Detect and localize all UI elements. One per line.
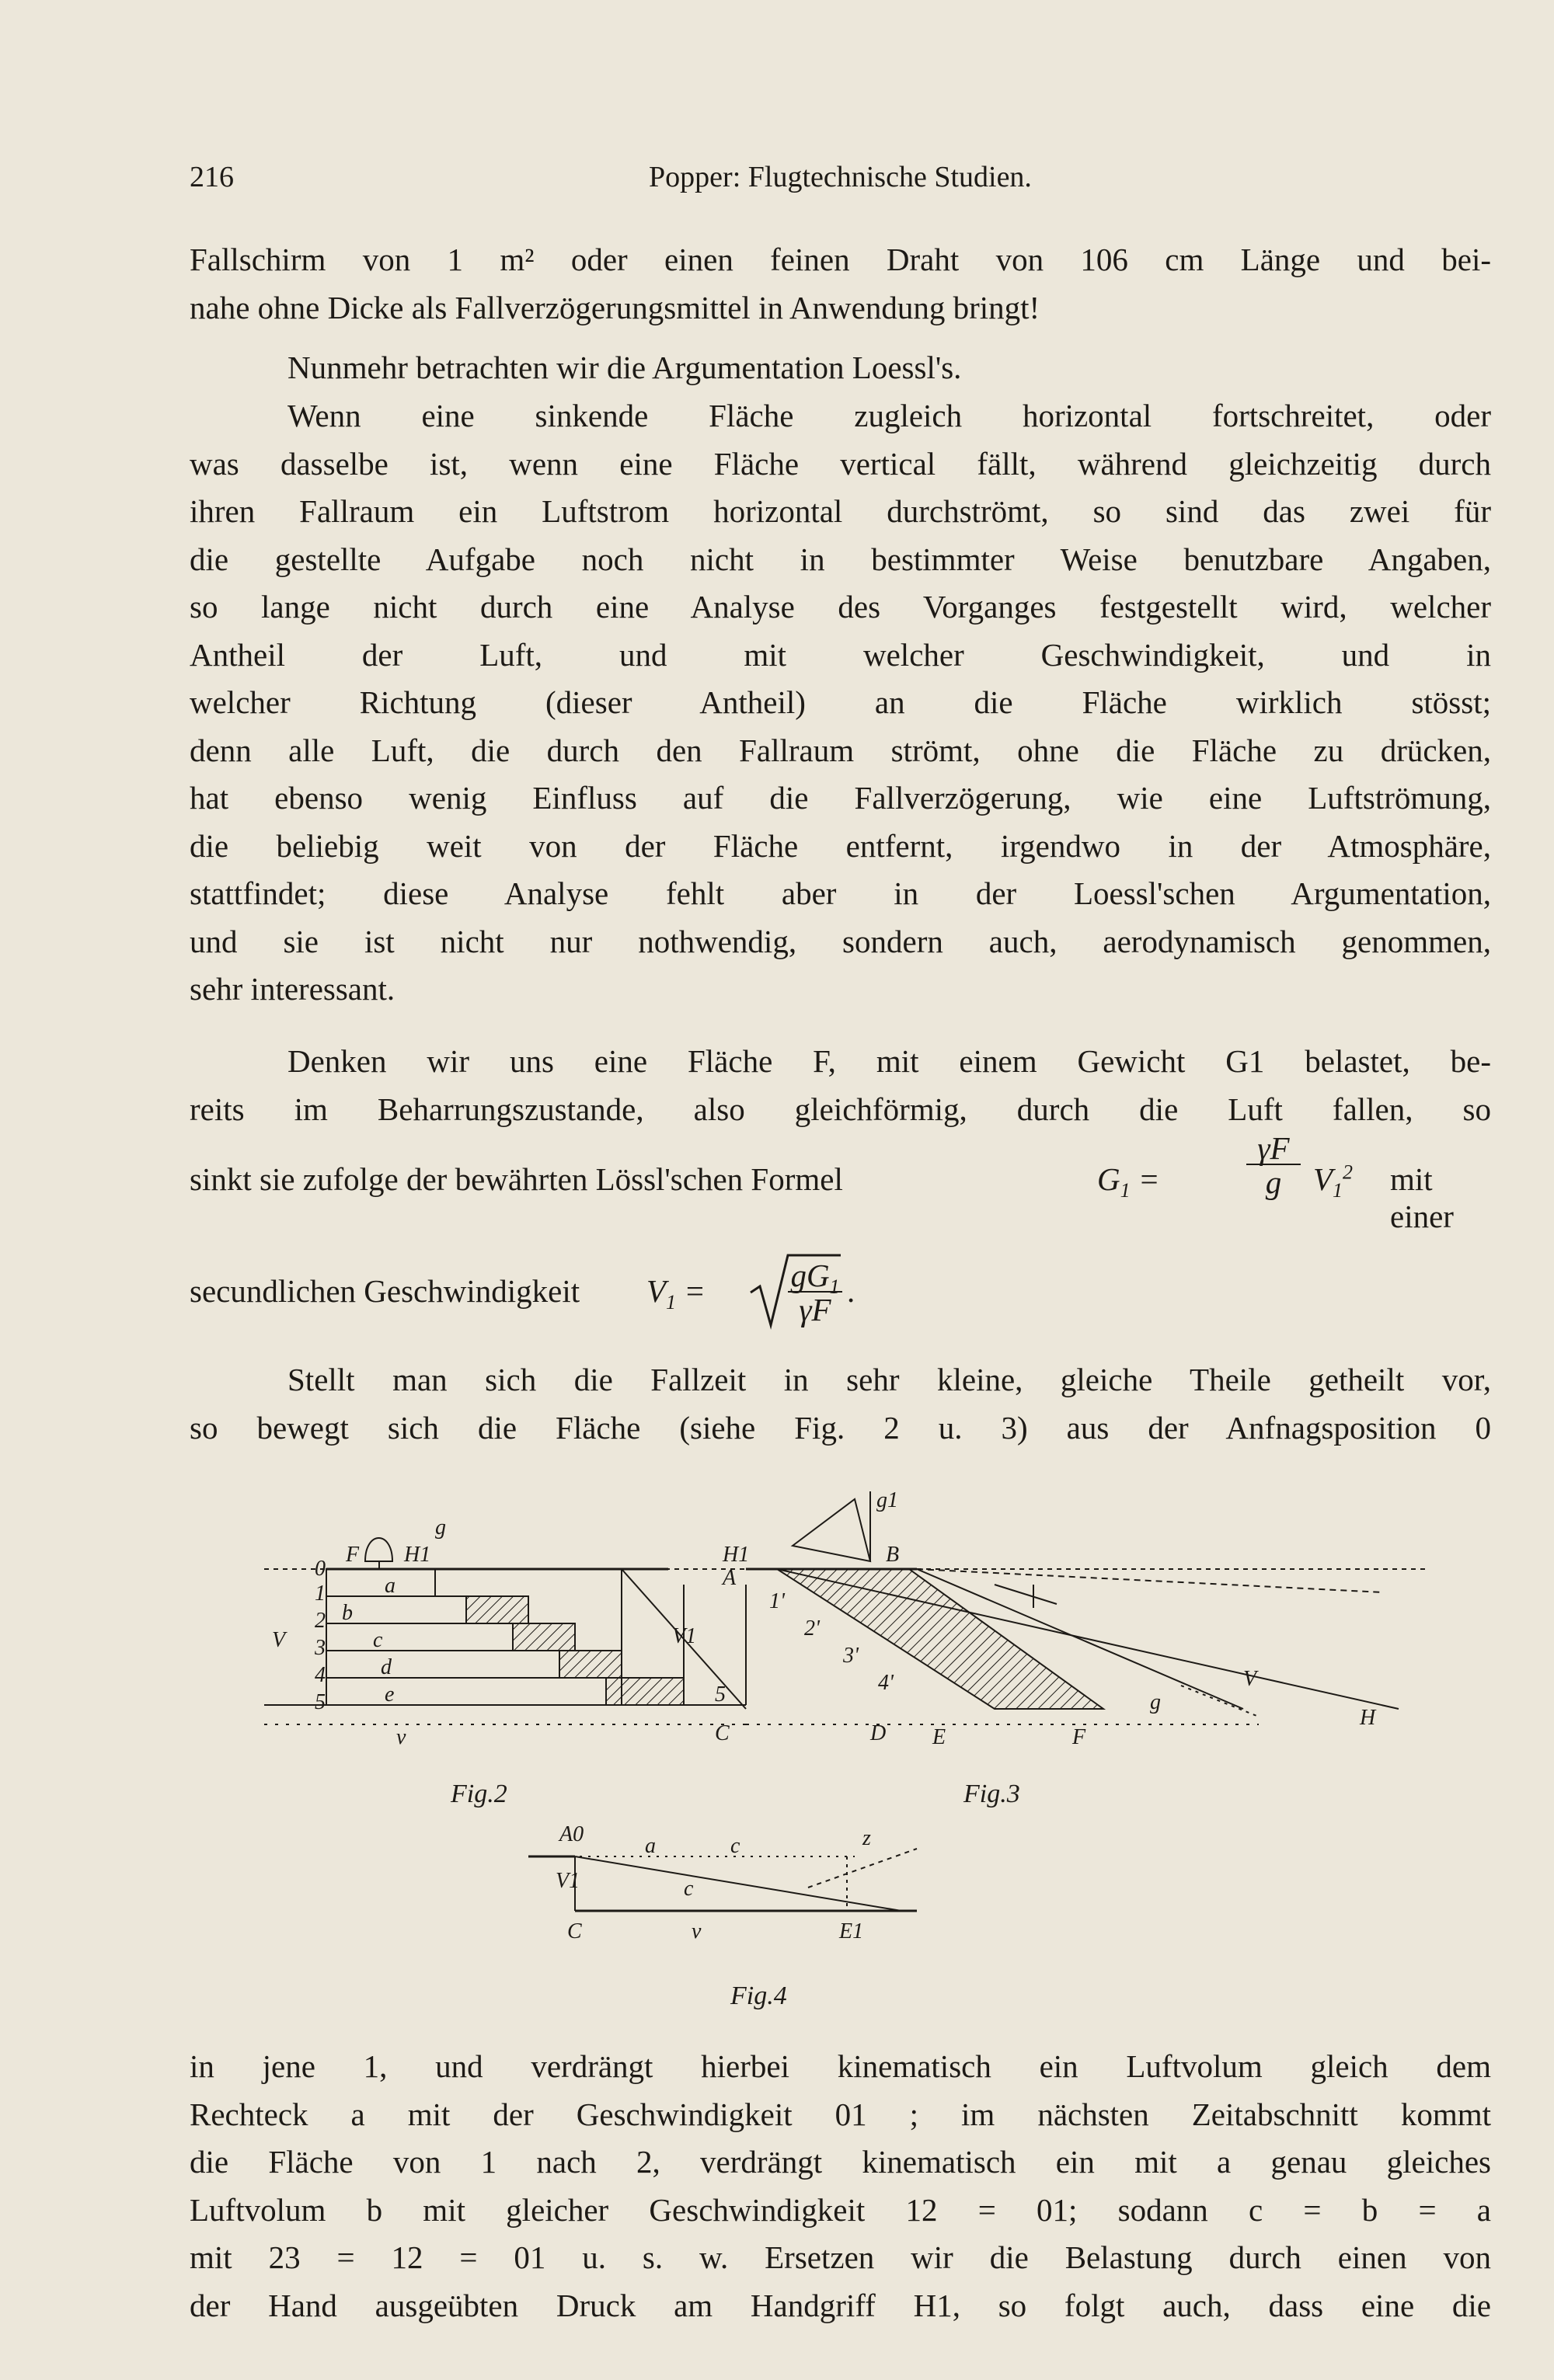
fig4-label: E1 <box>839 1919 864 1943</box>
fig3-label: H <box>1360 1706 1376 1730</box>
fig3-label: E <box>932 1725 946 1749</box>
running-title: Popper: Flugtechnische Studien. <box>649 161 1032 193</box>
formula-fraction: $\frac{gG_1}{\gamma F}$ <box>788 1260 842 1327</box>
text-line: die gestellte Aufgabe noch nicht in bestimmter Weise benutzbare Angaben, <box>190 541 1491 577</box>
text-line: welcher Richtung (dieser Antheil) an die Fläche wirklich stösst; <box>190 684 1491 720</box>
text-line: Antheil der Luft, und mit welcher Geschwindigkeit, und in <box>190 636 1491 673</box>
fig3-label: C <box>715 1721 730 1745</box>
fig4-label: c <box>730 1834 740 1858</box>
fig2-label: a <box>385 1574 395 1598</box>
fig3-caption: Fig.3 <box>963 1780 1020 1808</box>
fig4-label: v <box>692 1919 702 1943</box>
formula-rhs: $V_1^2$ <box>1313 1160 1354 1202</box>
fig2-caption: Fig.2 <box>451 1780 507 1808</box>
text-line: nahe ohne Dicke als Fallverzögerungsmittel in Anwendung bringt! <box>190 289 1040 325</box>
figure-2-3-4 <box>249 1476 1430 2020</box>
formula-lhs: $V_1$ = <box>646 1273 706 1314</box>
paragraph-2 <box>190 344 1491 392</box>
fig2-label: v <box>396 1725 406 1749</box>
fig3-label: D <box>870 1721 887 1745</box>
text-line: reits im Beharrungszustande, also gleichförmig, durch die Luft fallen, so <box>190 1091 1491 1127</box>
paragraph-6 <box>190 2043 1491 2330</box>
fig3-label: g <box>1150 1690 1161 1714</box>
fig2-label: H1 <box>404 1543 431 1567</box>
fig3-label: V1 <box>672 1624 697 1648</box>
fig3-label: 2' <box>804 1616 820 1641</box>
fig2-label: g <box>435 1515 446 1540</box>
formula-period: . <box>847 1273 855 1309</box>
text-line: Luftvolum b mit gleicher Geschwindigkeit 12 = 01; sodann c = b = a <box>190 2191 1491 2228</box>
text-line: Nunmehr betrachten wir die Argumentation Loessl's. <box>287 350 962 385</box>
fig3-label: A <box>723 1566 737 1590</box>
fig3-label: B <box>886 1543 900 1567</box>
text-line: Stellt man sich die Fallzeit in sehr kleine, gleiche Theile getheilt vor, <box>287 1362 1491 1397</box>
fig4-label: V1 <box>556 1869 580 1893</box>
text-line: in jene 1, und verdrängt hierbei kinematisch ein Luftvolum gleich dem <box>190 2048 1491 2084</box>
fig4-caption: Fig.4 <box>730 1982 787 2010</box>
fig2-label: 4 <box>315 1663 326 1687</box>
fig2-label: 3 <box>315 1636 326 1660</box>
fig3-label: H1 <box>723 1543 750 1567</box>
text-line: denn alle Luft, die durch den Fallraum strömt, ohne die Fläche zu drücken, <box>190 732 1491 768</box>
formula-line-1 <box>190 1130 1491 1234</box>
fig4-label: A0 <box>559 1822 584 1846</box>
fig3-diagram <box>746 1491 1399 1724</box>
fig3-label: 4' <box>878 1671 894 1695</box>
paragraph-3 <box>190 392 1491 1014</box>
fig2-label: b <box>342 1601 353 1625</box>
text-line: sehr interessant. <box>190 971 395 1007</box>
fig3-label: 1' <box>769 1589 785 1613</box>
fig3-label: g1 <box>876 1488 898 1512</box>
text-line: stattfindet; diese Analyse fehlt aber in der Loessl'schen Argumentation, <box>190 875 1491 911</box>
text-line: Wenn eine sinkende Fläche zugleich horizontal fortschreitet, oder <box>287 398 1491 433</box>
fig3-label: V <box>1243 1667 1257 1691</box>
fig3-label: 3' <box>843 1644 859 1668</box>
fig4-diagram <box>528 1849 917 1911</box>
fig4-label: z <box>862 1826 871 1850</box>
fig2-label: c <box>373 1628 383 1652</box>
page-number: 216 <box>190 161 234 193</box>
fig4-label: c <box>684 1877 694 1901</box>
fig2-label: 1 <box>315 1581 326 1606</box>
fig4-label: a <box>645 1834 656 1858</box>
figure-drawing <box>249 1476 1430 2020</box>
formula-line-2 <box>190 1258 1491 1342</box>
fig4-label: C <box>567 1919 582 1943</box>
fig2-label: 5 <box>315 1690 326 1714</box>
text-line: Denken wir uns eine Fläche F, mit einem Gewicht G1 belastet, be- <box>287 1043 1491 1079</box>
paragraph-1 <box>190 236 1491 332</box>
text-line: Fallschirm von 1 m² oder einen feinen Draht von 106 cm Länge und bei- <box>190 242 1491 277</box>
formula-suffix: mit einer <box>1390 1161 1454 1234</box>
fig3-label: F <box>1072 1725 1086 1749</box>
text-line: die beliebig weit von der Fläche entfernt, irgendwo in der Atmosphäre, <box>190 827 1491 864</box>
fig2-label: 2 <box>315 1609 326 1633</box>
formula-lhs: $G_1$ = <box>1097 1161 1160 1202</box>
text-line: so bewegt sich die Fläche (siehe Fig. 2 u. 3) aus der Anfnagsposition 0 <box>190 1409 1491 1446</box>
text-line: so lange nicht durch eine Analyse des Vorganges festgestellt wird, welcher <box>190 589 1491 625</box>
formula-prefix: secundlichen Geschwindigkeit <box>190 1273 580 1309</box>
text-line: ihren Fallraum ein Luftstrom horizontal durchströmt, so sind das zwei für <box>190 493 1491 529</box>
fig2-label: d <box>381 1655 392 1679</box>
formula-fraction: $\frac{\gamma F}{g}$ <box>1246 1133 1301 1199</box>
text-line: der Hand ausgeübten Druck am Handgriff H1, so folgt auch, dass eine die <box>190 2287 1491 2323</box>
fig2-diagram <box>264 1538 1430 1724</box>
text-line: die Fläche von 1 nach 2, verdrängt kinematisch ein mit a genau gleiches <box>190 2144 1491 2180</box>
fig3-label: 5 <box>715 1682 726 1707</box>
text-line: was dasselbe ist, wenn eine Fläche vertical fällt, während gleichzeitig durch <box>190 445 1491 482</box>
text-line: hat ebenso wenig Einfluss auf die Fallverzögerung, wie eine Luftströmung, <box>190 780 1491 816</box>
paragraph-4 <box>190 1038 1491 1133</box>
text-line: Rechteck a mit der Geschwindigkeit 01 ; im nächsten Zeitabschnitt kommt <box>190 2096 1491 2132</box>
formula-prefix: sinkt sie zufolge der bewährten Lössl'schen Formel <box>190 1161 843 1197</box>
fig2-label: 0 <box>315 1557 326 1581</box>
running-header <box>190 160 1491 207</box>
fig2-label: F <box>346 1543 360 1567</box>
fig2-label: V <box>272 1628 286 1652</box>
text-line: und sie ist nicht nur nothwendig, sondern auch, aerodynamisch genommen, <box>190 923 1491 959</box>
fig2-label: e <box>385 1682 395 1707</box>
text-line: mit 23 = 12 = 01 u. s. w. Ersetzen wir die Belastung durch einen von <box>190 2239 1491 2275</box>
paragraph-5 <box>190 1356 1491 1452</box>
